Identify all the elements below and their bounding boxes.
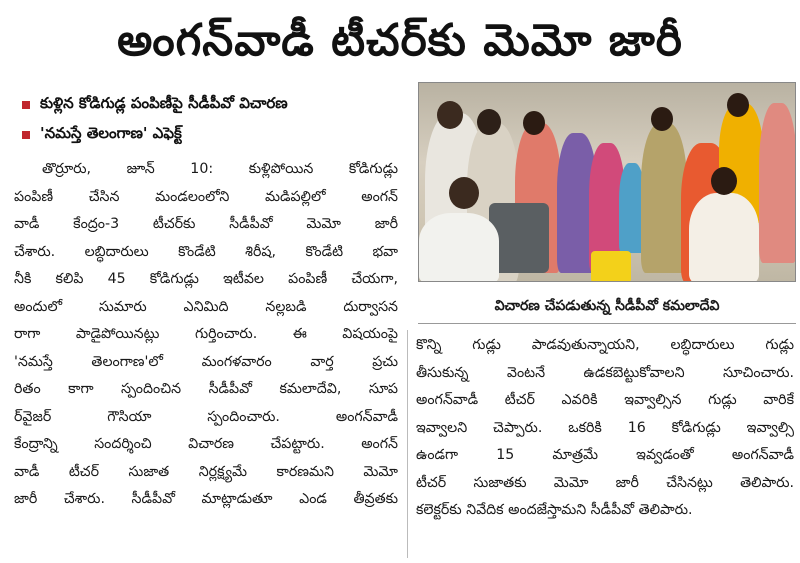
article-right-column [416, 332, 794, 558]
text-line: వాడీ టీచర్ సుజాత నిర్లక్ష్యమే కారణమని మెమో [14, 463, 398, 480]
text-line: టీచర్ సుజాతకు మెమో జారీ చేసినట్లు తెలిపారు. [416, 474, 794, 491]
text-line: పంపిణీ చేసిన మండలంలోని మడిపల్లిలో అంగన్ [14, 188, 398, 205]
subhead [22, 120, 402, 150]
text-line: తీసుకున్న వెంటనే ఉడకబెట్టుకోవాలని సూచించారు. [416, 364, 794, 381]
text-line: రితం కాగా స్పందించిన సీడీపీవో కమలాదేవి, సూప [14, 381, 398, 397]
text-line: కలెక్టర్‌కు నివేదిక అందజేస్తామని సీడీపీవో తెలిపారు. [416, 502, 693, 518]
bullet-square-icon [22, 101, 30, 109]
subheads [22, 90, 402, 150]
text-line: 'నమస్తే తెలంగాణ'లో మంగళవారం వార్త ప్రచు [14, 353, 398, 370]
text-line: జారీ చేశారు. సీడీపీవో మాట్లాడుతూ ఎండ తీవ్రతకు [14, 491, 398, 507]
text-line: అంగన్‌వాడీ టీచర్ ఎవరికి ఇవ్వాల్సిన గుడ్లు వారికే [416, 392, 794, 408]
text-line: రాగా పాడైపోయినట్లు గుర్తించారు. ఈ విషయంపై [14, 326, 398, 342]
bullet-square-icon [22, 131, 30, 139]
news-photo [418, 82, 796, 282]
article-left-column [14, 156, 398, 556]
text-line: కొన్ని గుడ్లు పాడవుతున్నాయని, లబ్ధిదారులు గుడ్లు [416, 337, 794, 353]
text-line: ఉండగా 15 మాత్రమే ఇవ్వడంతో అంగన్‌వాడీ [416, 447, 794, 463]
text-line: ఇవ్వాలని చెప్పారు. ఒకరికి 16 కోడిగుడ్లు ఇవ్వాల్సి [416, 419, 794, 436]
text-line: తొర్రూరు, జూన్ 10: కుళ్లిపోయిన కోడిగుడ్లు [42, 161, 398, 177]
headline: అంగన్‌వాడీ టీచర్‌కు మెమో జారీ [117, 15, 683, 66]
subhead-text: కుళ్లిన కోడిగుడ్ల పంపిణీపై సీడీపీవో విచారణ [40, 94, 288, 112]
text-line: అందులో సుమారు ఎనిమిది నల్లబడి దుర్వాసన [14, 298, 398, 315]
text-line: చేశారు. లబ్ధిదారులు కొండేటి శిరీష, కొండేటి భవా [14, 243, 398, 260]
column-divider [407, 330, 408, 558]
text-line: కేంద్రాన్ని సందర్శించి విచారణ చేపట్టారు. అంగన్ [14, 436, 398, 452]
text-line: వాడీ కేంద్రం-3 టీచర్‌కు సీడీపీవో మెమో జారీ [14, 216, 398, 232]
subhead [22, 90, 402, 120]
photo-caption: విచారణ చేపడుతున్న సీడీపీవో కమలాదేవి [418, 288, 796, 324]
text-line: నీకి కలిపి 45 కోడిగుడ్లు ఇటీవల పంపిణీ చేయగా, [14, 271, 398, 287]
text-line: ర్‌వైజర్ గౌసియా స్పందించారు. అంగన్‌వాడీ [14, 408, 398, 425]
subhead-text: 'నమస్తే తెలంగాణ' ఎఫెక్ట్ [40, 124, 182, 142]
